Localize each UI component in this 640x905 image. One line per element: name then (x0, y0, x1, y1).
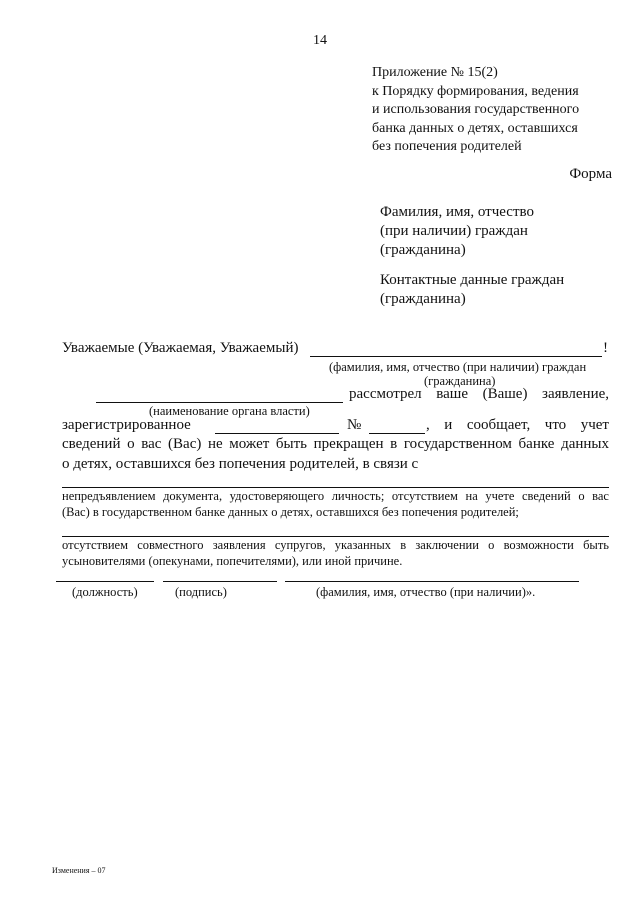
position-blank (56, 581, 154, 582)
recipient-name-line: Фамилия, имя, отчество (380, 204, 534, 220)
number-sign: № (347, 417, 362, 433)
registered-label: зарегистрированное (62, 417, 191, 433)
recipient-contact-line: (гражданина) (380, 291, 466, 307)
form-label: Форма (569, 166, 612, 182)
reason-blank (62, 536, 609, 537)
greeting-name-blank (310, 356, 602, 357)
sig-signature-label: (подпись) (175, 585, 227, 599)
hint-name-line1: (фамилия, имя, отчество (при наличии) граждан (329, 360, 587, 374)
body-line: сведений о вас (Вас) не может быть прекращен в государственном банке данных (62, 436, 609, 452)
sig-position-label: (должность) (72, 585, 138, 599)
recipient-contact-block (380, 271, 564, 309)
appendix-line: Приложение № 15(2) (372, 65, 498, 80)
appendix-line: и использования государственного (372, 102, 580, 117)
authority-blank (96, 402, 343, 403)
appendix-line: без попечения родителей (372, 139, 522, 154)
reason2-line1: отсутствием совместного заявления супругов, указанных в заключении о возможности быть (62, 538, 609, 552)
reason1-line2: (Вас) в государственном банке данных о детях, оставшихся без попечения родителей; (62, 505, 519, 519)
recipient-name-line: (при наличии) граждан (380, 223, 528, 239)
greeting-exclamation: ! (603, 340, 608, 356)
footer-revision: Изменения – 07 (52, 866, 106, 875)
reason1-line1: непредъявлением документа, удостоверяющего личность; отсутствием на учете сведений о вас (62, 489, 609, 503)
appendix-header (372, 64, 579, 157)
body-line: о детях, оставшихся без попечения родителей, в связи с (62, 456, 419, 472)
recipient-contact-line: Контактные данные граждан (380, 272, 565, 288)
reviewed-text: рассмотрел ваше (Ваше) заявление, (349, 386, 609, 402)
appendix-line: к Порядку формирования, ведения (372, 83, 579, 99)
recipient-name-line: (гражданина) (380, 242, 466, 258)
hint-authority: (наименование органа власти) (149, 404, 310, 418)
registration-date-blank (215, 433, 339, 434)
greeting-text: Уважаемые (Уважаемая, Уважаемый) (62, 340, 299, 356)
hint-name-line2: (гражданина) (424, 374, 496, 388)
name-blank (285, 581, 579, 582)
reason2-line2: усыновителями (опекунами, попечителями), или иной причине. (62, 554, 403, 568)
page-number: 14 (313, 33, 327, 48)
recipient-name-block (380, 203, 534, 260)
reason-blank (62, 487, 609, 488)
registration-number-blank (369, 433, 425, 434)
informs-text: , и сообщает, что учет (426, 417, 609, 433)
signature-blank (163, 581, 277, 582)
sig-name-label: (фамилия, имя, отчество (при наличии)». (316, 585, 536, 599)
appendix-line: банка данных о детях, оставшихся (372, 120, 578, 136)
